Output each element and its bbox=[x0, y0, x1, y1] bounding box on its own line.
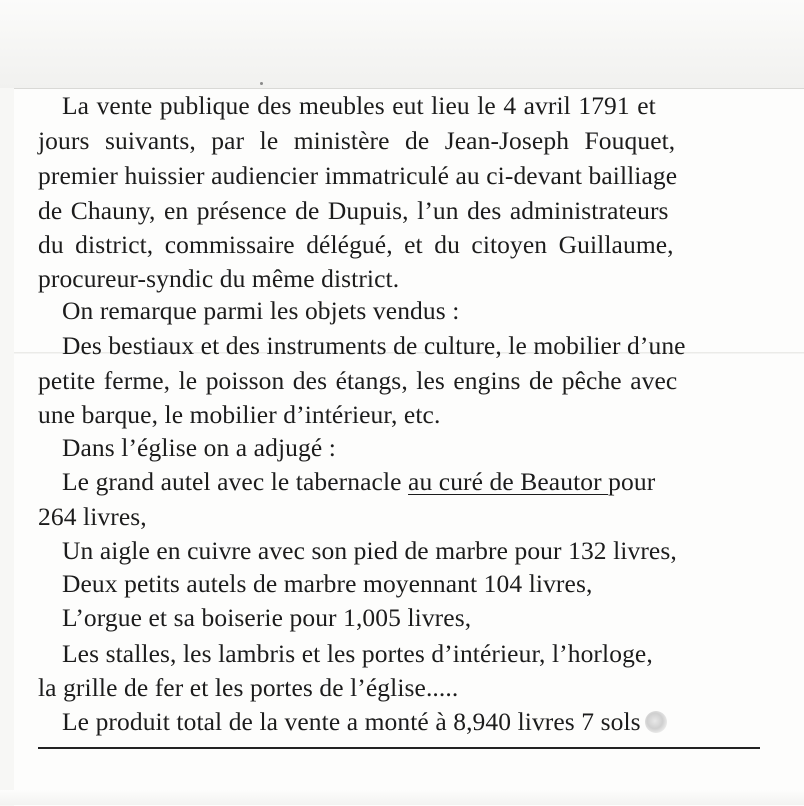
text-line-8: Des bestiaux et des instruments de culture, le mobilier d’une bbox=[62, 331, 686, 360]
text-segment: Le produit total de la vente a monté à 8,940 livres 7 sols bbox=[62, 707, 641, 736]
text-line-11: Dans l’église on a adjugé : bbox=[62, 433, 336, 462]
text-line-3: premier huissier audiencier immatriculé au ci-devant bailliage bbox=[38, 161, 678, 190]
text-segment: Le grand autel avec le tabernacle bbox=[62, 467, 409, 496]
text-line-14: Un aigle en cuivre avec son pied de marbre pour 132 livres, bbox=[62, 536, 677, 565]
ink-blot-mark bbox=[645, 711, 667, 733]
text-line-2: jours suivants, par le ministère de Jean-Joseph Fouquet, bbox=[38, 126, 676, 155]
underlined-text: au curé de Beautor bbox=[408, 467, 609, 496]
text-segment: pour bbox=[608, 467, 656, 496]
text-line-1: La vente publique des meubles eut lieu le 4 avril 1791 et bbox=[62, 91, 656, 120]
text-line-5: du district, commissaire délégué, et du citoyen Guillaume, bbox=[38, 230, 674, 259]
text-line-19 bbox=[62, 707, 667, 737]
text-line-15: Deux petits autels de marbre moyennant 104 livres, bbox=[62, 569, 593, 598]
text-line-10: une barque, le mobilier d’intérieur, etc. bbox=[38, 400, 441, 429]
scan-background bbox=[0, 0, 804, 88]
text-line-9: petite ferme, le poisson des étangs, les engins de pêche avec bbox=[38, 366, 678, 395]
bottom-rule-line bbox=[38, 747, 760, 749]
scan-background-bottom bbox=[0, 790, 804, 805]
text-line-18: la grille de fer et les portes de l’église..... bbox=[38, 673, 459, 702]
text-line-16: L’orgue et sa boiserie pour 1,005 livres, bbox=[62, 603, 472, 632]
text-line-7: On remarque parmi les objets vendus : bbox=[62, 296, 460, 325]
text-line-13: 264 livres, bbox=[38, 502, 147, 531]
dust-speck bbox=[260, 82, 263, 85]
text-line-4: de Chauny, en présence de Dupuis, l’un des administrateurs bbox=[38, 196, 669, 225]
text-line-12 bbox=[62, 467, 655, 497]
text-line-6: procureur-syndic du même district. bbox=[38, 264, 400, 293]
text-line-17: Les stalles, les lambris et les portes d’intérieur, l’horloge, bbox=[62, 639, 653, 668]
